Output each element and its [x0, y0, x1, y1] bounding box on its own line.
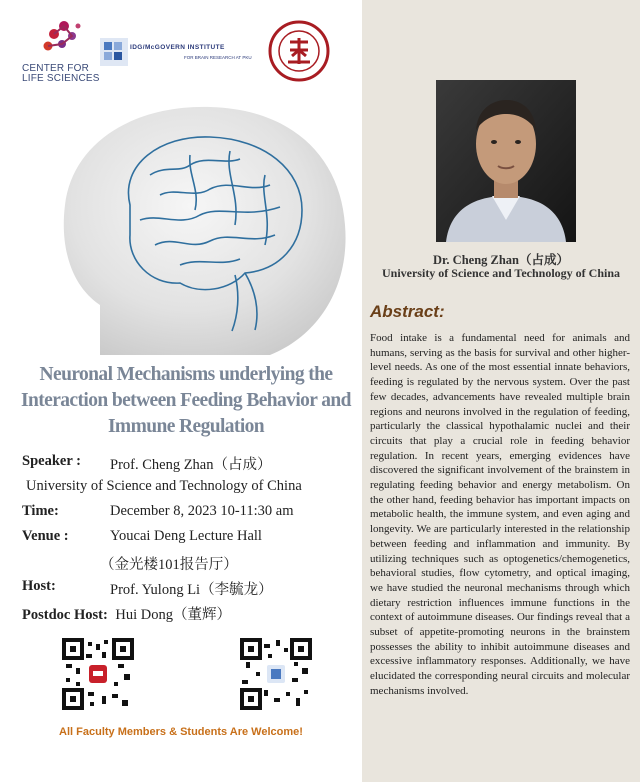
- speaker-name: Dr. Cheng Zhan（占成）: [432, 253, 570, 267]
- center-for-life-sciences-text: [22, 64, 100, 84]
- abstract-heading: Abstract:: [370, 302, 445, 321]
- speaker-affiliation-right: University of Science and Technology of China: [381, 266, 621, 280]
- peking-university-seal: [268, 20, 330, 82]
- time-value: December 8, 2023 10-11:30 am: [110, 503, 294, 519]
- venue-value-cn: （金光楼101报告厅）: [100, 557, 238, 573]
- venue-value: Youcai Deng Lecture Hall: [110, 528, 262, 544]
- qr-code-right: [240, 638, 312, 710]
- speaker-label: Speaker :: [22, 453, 81, 469]
- host-label: Host:: [22, 578, 56, 594]
- speaker-value: Prof. Cheng Zhan（占成）: [110, 457, 272, 473]
- talk-title: Neuronal Mechanisms underlying the Interaction between Feeding Behavior and Immune Regulation: [21, 364, 351, 437]
- brain-head-illustration: [40, 95, 360, 365]
- postdoc-value: Hui Dong（董辉）: [115, 607, 232, 623]
- qr-code-left: [62, 638, 134, 710]
- speaker-affiliation: University of Science and Technology of China: [26, 478, 302, 494]
- speaker-photo: [436, 80, 576, 242]
- postdoc-row: [22, 603, 231, 624]
- venue-row: [22, 528, 262, 545]
- time-label: Time:: [22, 503, 59, 519]
- postdoc-label: Postdoc Host:: [22, 607, 108, 623]
- idg-subtitle: FOR BRAIN RESEARCH AT PKU: [184, 55, 252, 60]
- cls-line-2: LIFE SCIENCES: [22, 73, 100, 84]
- center-for-life-sciences-logo: [34, 18, 84, 64]
- speaker-row: [22, 453, 272, 473]
- idg-mcgovern-logo: [100, 38, 128, 66]
- host-value: Prof. Yulong Li（李毓龙）: [110, 582, 273, 598]
- cls-line-1: CENTER FOR: [22, 63, 89, 74]
- abstract-body: Food intake is a fundamental need for animals and humans, serving as the basis for survival and other higher-level needs. As one of the most essential innate behaviors, feeding is regulated by the nervous system. Over the past few decades, advancements have revealed multiple brain regions and neurons involved in the regulation of feeding, particularly the classical hypothalamic nuclei and their circuits that play a crucial role in feeding behavior regulation. In recent years, emerging evidences have discovered the significant involvement of the brainstem in regulating feeding behavior and energy metabolism. On the other hand, feeding behavior has important impacts on metabolic health, the immune system, and even aging and longevity. We are particularly interested in the relationship between feeding and inflammation and immunity. By utilizing techniques such as optogenetics/chemogenetics, behavioral studies, flow cytometry, and optical imaging, we have studied the neuronal mechanisms through which dietary restriction influences immune functions in the context of autoimmune diseases. Our findings reveal that a subset of appetite-promoting neurons in the brainstem possesses the ability to inhibit autoimmune diseases and excessive inflammatory responses. Additionally, we have elucidated the corresponding neural circuits and molecular mechanisms involved.: [370, 332, 630, 697]
- idg-title: IDG/McGOVERN INSTITUTE: [130, 44, 225, 51]
- logo-row: [22, 18, 352, 88]
- venue-label: Venue :: [22, 528, 69, 544]
- welcome-message: All Faculty Members & Students Are Welcome!: [59, 726, 303, 738]
- host-row: [22, 578, 273, 598]
- time-row: [22, 503, 294, 520]
